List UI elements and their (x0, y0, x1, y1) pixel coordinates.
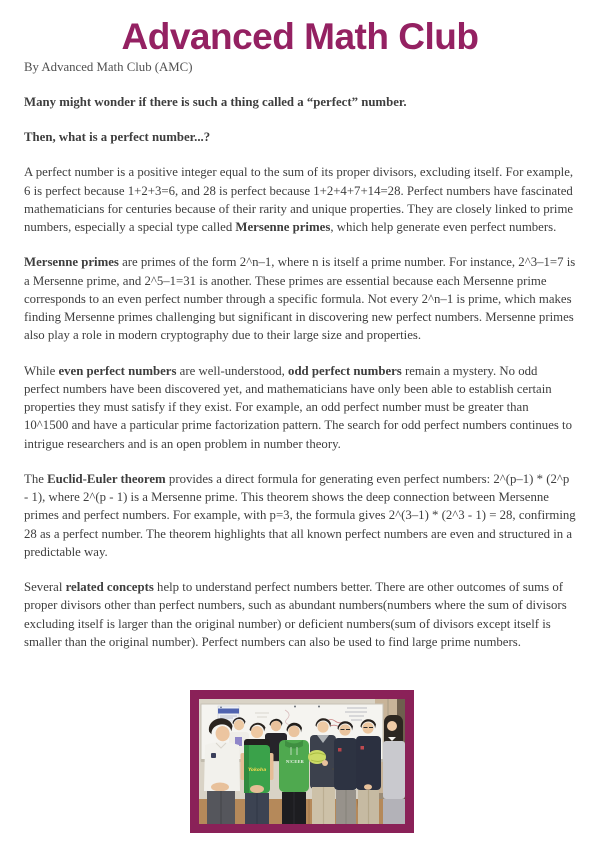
intro-question-2: Then, what is a perfect number...? (24, 130, 211, 145)
hoodie-text: N!CEER (286, 759, 305, 764)
paragraph-odd-perfect-numbers: While even perfect numbers are well-understood, odd perfect numbers remain a mystery. No odd perfect numbers have been discovered yet, and mathematicians have only been able to establish certain properties they must satisfy if they exist. For example, an odd perfect number must be greater than 10^1500 and have a particular prime factorization pattern. The search for odd perfect numbers continues to intrigue researchers and is an open problem in number theory. (24, 363, 573, 451)
page-title: Advanced Math Club (121, 16, 479, 57)
student-right-edge (383, 715, 405, 824)
paragraph-related-concepts: Several related concepts help to understand perfect numbers better. There are other outcomes of sums of proper divisors other than perfect numbers, such as abundant numbers(numbers where the sum of divisors excluding itself is larger than the original number) or deficient numbers(sum of divisors except itself is smaller than the original number). Perfect numbers can also be used to find large prime numbers. (24, 580, 567, 649)
club-photo (190, 690, 414, 833)
club-photo-image (199, 699, 405, 824)
byline: By Advanced Math Club (AMC) (24, 60, 193, 74)
paragraph-perfect-number-definition: A perfect number is a positive integer equal to the sum of its proper divisors, excluding itself. For example, 6 is perfect because 1+2+3=6, and 28 is perfect because 1+2+4+7+14=28. Perfect numbers have fascinated mathematicians for centuries because of their rarity and unique properties. They are closely linked to prime numbers, especially a special type called Mersenne primes, which help generate even perfect numbers. (24, 165, 574, 235)
intro-question-1: Many might wonder if there is such a thing called a “perfect” number. (24, 95, 407, 110)
vest-text: Yokoha (248, 768, 267, 773)
paragraph-mersenne-primes: Mersenne primes are primes of the form 2^n–1, where n is itself a prime number. For instance, 2^3–1=7 is a Mersenne prime, and 2^5–1=31 is another. These primes are essential because each Mersenne prime corresponds to an even perfect number through a specific formula. Not every 2^n–1 is prime, which makes finding Mersenne primes challenging but significant in discovering new perfect numbers. Mersenne primes also play a role in modern cryptography due to their large size and properties. (24, 255, 576, 343)
paragraph-euclid-euler-theorem: The Euclid-Euler theorem provides a direct formula for generating even perfect numbers: 2^(p–1) * (2^p - 1), where 2^(p - 1) is a Mersenne prime. This theorem shows the deep connection between Mersenne primes and perfect numbers. For example, with p=3, the formula gives 2^(3–1) * (2^3 - 1) = 28, confirming 28 as a perfect number. The theorem highlights that all known perfect numbers are even and structured in a predictable way. (24, 471, 576, 560)
